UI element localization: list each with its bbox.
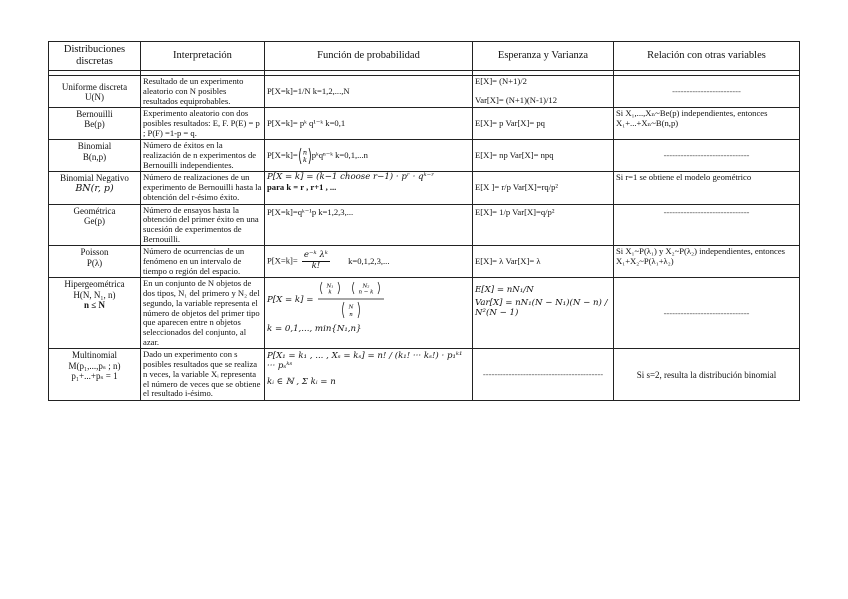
dist-params: Be(p) — [84, 119, 105, 130]
dist-name: Uniforme discreta — [61, 82, 128, 93]
dist-name: Bernouilli — [76, 109, 113, 120]
fraction-denominator: k! — [311, 261, 321, 272]
dist-name-cell — [49, 246, 141, 278]
table-row — [49, 172, 800, 204]
variance: Var[X]= (N+1)(N-1)/12 — [475, 95, 557, 106]
rel-text: ------------------------------ — [663, 150, 750, 161]
dist-name-cell — [49, 349, 141, 401]
interp-cell: Número de ocurrencias de un fenómeno en un intervalo de tiempo o región del espacio. — [141, 246, 265, 278]
rel-cell — [614, 204, 800, 246]
prob-formula: P[X = k] = (k−1 choose r−1) · pʳ · qᵏ⁻ʳ — [267, 172, 435, 183]
dist-params: P(λ) — [86, 257, 103, 268]
header-esperanza-varianza: Esperanza y Varianza — [473, 42, 614, 71]
svg-text:N: N — [348, 304, 353, 311]
dist-params: Ge(p) — [84, 215, 105, 226]
expectation: E[X]= np Var[X]= npq — [475, 150, 554, 161]
interp-cell: Número de realizaciones de un experimento de Bernouilli hasta la obtención del r-ésimo éxito. — [141, 172, 265, 204]
expectation: E[X] = nN₁/N — [475, 285, 534, 296]
dist-params: U(N) — [85, 92, 104, 103]
prob-cell — [265, 278, 473, 349]
prob-cell — [265, 204, 473, 246]
interp-cell: Número de ensayos hasta la obtención del primer éxito en una sucesión de experimentos de Bernouilli. — [141, 204, 265, 246]
table-row — [49, 140, 800, 172]
prob-range: k = 0,1,..., min{N₁,n} — [267, 324, 362, 335]
rel-cell — [614, 76, 800, 108]
prob-cell — [265, 76, 473, 108]
svg-text:k: k — [302, 155, 307, 164]
prob-formula: P[X=k]= pᵏ q¹⁻ᵏ k=0,1 — [267, 117, 346, 128]
dist-name-cell — [49, 172, 141, 204]
expectation: E[X]= 1/p Var[X]=q/p² — [475, 206, 555, 217]
dist-name-cell — [49, 108, 141, 140]
interp-cell: Resultado de un experimento aleatorio con N posibles resultados equiprobables. — [141, 76, 265, 108]
dist-params: BN(r, p) — [75, 182, 114, 194]
dist-condition: p₁+...+pₛ = 1 — [71, 370, 118, 381]
exp-cell — [473, 140, 614, 172]
prob-range: kᵢ ∈ ℕ , Σ kᵢ = n — [267, 376, 336, 387]
prob-cell — [265, 172, 473, 204]
svg-text:k: k — [327, 289, 332, 296]
rel-cell — [614, 278, 800, 349]
prob-cell — [265, 108, 473, 140]
rel-cell — [614, 140, 800, 172]
variance: Var[X] = nN₁(N − N₁)(N − n) / N²(N − 1) — [475, 298, 608, 318]
interp-cell: Dado un experimento con s posibles resultados que se realiza n veces, la variable Xᵢ representa el número de veces que se obtiene el resultado i-ésimo. — [141, 349, 265, 401]
exp-cell — [473, 172, 614, 204]
hyper-formula-line — [267, 281, 470, 321]
dist-name: Geométrica — [73, 205, 116, 216]
header-relacion: Relación con otras variables — [614, 42, 800, 71]
prob-left: P[X=k]= — [267, 149, 298, 160]
header-distribuciones: Distribuciones discretas — [49, 42, 141, 71]
rel-text: ------------------------ — [672, 85, 741, 96]
exp-cell — [473, 76, 614, 108]
svg-text:n: n — [302, 148, 307, 157]
exp-cell — [473, 204, 614, 246]
dist-name-cell — [49, 278, 141, 349]
distributions-table — [48, 41, 800, 401]
rel-cell: Si s=2, resulta la distribución binomial — [614, 349, 800, 401]
rel-cell: Si r=1 se obtiene el modelo geométrico — [614, 172, 800, 204]
interp-cell: Número de éxitos en la realización de n experimentos de Bernouilli independientes. — [141, 140, 265, 172]
table-row — [49, 204, 800, 246]
dist-name-cell — [49, 204, 141, 246]
exp-cell — [473, 108, 614, 140]
poisson-fraction — [302, 251, 330, 271]
prob-left: P[X=k]= — [267, 255, 298, 266]
dist-params: M(p₁,...,pₛ ; n) — [68, 360, 121, 371]
exp-cell — [473, 278, 614, 349]
fraction-numerator: e⁻ᵏ λᵏ — [303, 250, 328, 261]
dist-name: Binomial — [77, 141, 112, 152]
header-interpretacion: Interpretación — [141, 42, 265, 71]
table-row — [49, 349, 800, 401]
rel-text: ------------------------------ — [663, 307, 750, 318]
table-row — [49, 108, 800, 140]
svg-text:n − k: n − k — [358, 289, 374, 296]
svg-text:N₂: N₂ — [362, 283, 370, 290]
svg-text:n: n — [348, 312, 353, 319]
prob-cell — [265, 140, 473, 172]
expectation: E[X]= λ Var[X]= λ — [475, 256, 541, 267]
dist-name-cell — [49, 76, 141, 108]
table-row — [49, 278, 800, 349]
prob-formula: P[X=k]=qᵏ⁻¹p k=1,2,3,... — [267, 206, 354, 217]
dist-params: H(N, N₁, n) — [73, 289, 116, 300]
prob-right: pᵏqⁿ⁻ᵏ k=0,1,...n — [311, 149, 368, 160]
prob-cell — [265, 246, 473, 278]
dist-name: Binomial Negativo — [60, 173, 129, 184]
prob-cell — [265, 349, 473, 401]
interp-cell: Experimento aleatorio con dos posibles resultados: E, F. P(E) = p ; P(F) =1-p = q. — [141, 108, 265, 140]
prob-range: para k = r , r+1 , ... — [267, 182, 337, 193]
expectation: ------------------------------------------ — [482, 368, 604, 379]
dist-condition: n ≤ N — [84, 299, 105, 310]
table-row — [49, 76, 800, 108]
rel-cell: Si X₁~P(λ₁) y X₂~P(λ₂) independientes, entonces X₁+X₂~P(λ₁+λ₂) — [614, 246, 800, 278]
prob-right: k=0,1,2,3,... — [348, 255, 390, 266]
exp-cell — [473, 246, 614, 278]
table-row — [49, 246, 800, 278]
svg-text:N₁: N₁ — [326, 283, 334, 290]
header-funcion-probabilidad: Función de probabilidad — [265, 42, 473, 71]
expectation: E[X]= p Var[X]= pq — [475, 117, 545, 128]
prob-left: P[X = k] = — [267, 295, 314, 306]
rel-text: ------------------------------ — [663, 206, 750, 217]
dist-name: Multinomial — [72, 350, 117, 361]
prob-formula: P[X=k]=1/N k=1,2,...,N — [267, 85, 350, 96]
dist-name-cell — [49, 140, 141, 172]
dist-name: Poisson — [80, 247, 109, 258]
interp-cell: En un conjunto de N objetos de dos tipos, N₁ del primero y N₂ del segundo, la variable representa el número de objetos del primer tipo que aparecen entre n objetos seleccionados del conjunto, al azar. — [141, 278, 265, 349]
exp-cell — [473, 349, 614, 401]
header-row — [49, 42, 800, 71]
expectation: E[X]= (N+1)/2 — [475, 76, 527, 87]
expectation: E[X ]= r/p Var[X]=rq/p² — [475, 182, 558, 193]
rel-cell: Si X₁,...,Xₙ~Be(p) independientes, entonces X₁+...+Xₙ~B(n,p) — [614, 108, 800, 140]
binomial-coefficient — [298, 147, 312, 165]
hypergeometric-fraction — [316, 281, 386, 321]
dist-params: B(n,p) — [82, 151, 107, 162]
dist-name: Hipergeométrica — [64, 279, 125, 290]
prob-formula: P[X₁ = k₁ , ... , Xₛ = kₛ] = n! / (k₁! ··· kₛ!) · p₁ᵏ¹ ··· pₛᵏˢ — [267, 351, 463, 372]
